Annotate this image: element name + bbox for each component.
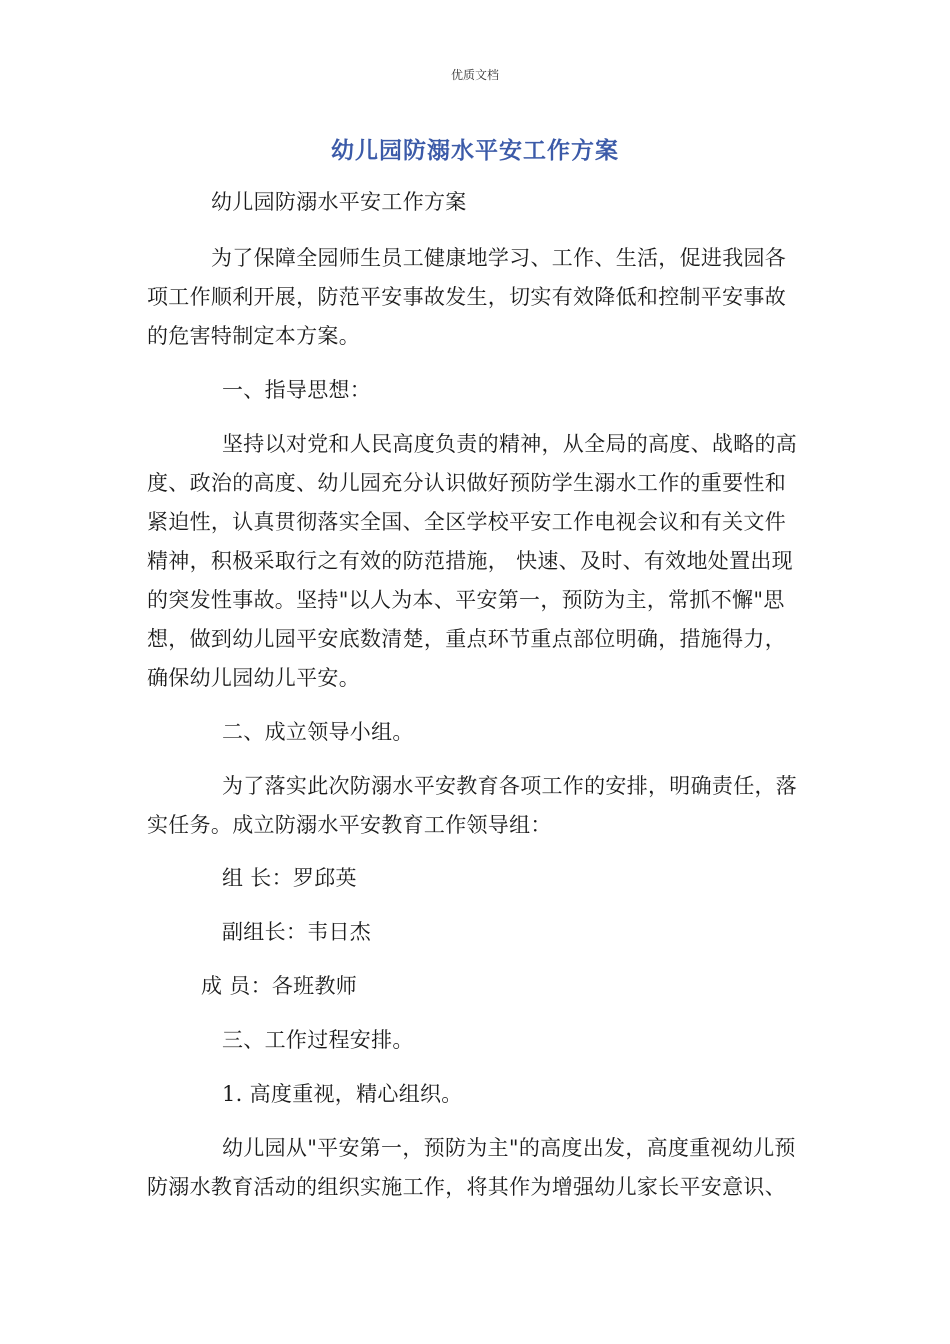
paragraph-line: 为了落实此次防溺水平安教育各项工作的安排，明确责任，落 xyxy=(222,774,798,798)
paragraph-line: 防溺水教育活动的组织实施工作，将其作为增强幼儿家长平安意识、 xyxy=(147,1175,786,1199)
leader-line: 组 长：罗邱英 xyxy=(222,866,357,890)
paragraph-line: 为了保障全园师生员工健康地学习、工作、生活，促进我园各 xyxy=(211,246,787,270)
deputy-leader-line: 副组长：韦日杰 xyxy=(222,920,372,944)
section-heading: 二、成立领导小组。 xyxy=(222,720,414,744)
paragraph-line: 确保幼儿园幼儿平安。 xyxy=(147,666,360,690)
section-heading: 一、指导思想： xyxy=(222,378,372,402)
subsection-heading: 1. 高度重视，精心组织。 xyxy=(222,1082,463,1106)
paragraph-line: 幼儿园从"平安第一，预防为主"的高度出发，高度重视幼儿预 xyxy=(222,1136,796,1160)
paragraph-line: 想，做到幼儿园平安底数清楚，重点环节重点部位明确，措施得力， xyxy=(147,627,786,651)
paragraph-line: 精神，积极采取行之有效的防范措施， 快速、及时、有效地处置出现 xyxy=(147,549,793,573)
paragraph-line: 度、政治的高度、幼儿园充分认识做好预防学生溺水工作的重要性和 xyxy=(147,471,786,495)
paragraph-line: 紧迫性，认真贯彻落实全国、全区学校平安工作电视会议和有关文件 xyxy=(147,510,786,534)
subtitle-line: 幼儿园防溺水平安工作方案 xyxy=(211,190,467,214)
page-header-label: 优质文档 xyxy=(450,68,499,82)
paragraph-line: 实任务。成立防溺水平安教育工作领导组： xyxy=(147,813,552,837)
section-heading: 三、工作过程安排。 xyxy=(222,1028,414,1052)
members-line: 成 员：各班教师 xyxy=(201,974,358,998)
paragraph-line: 的危害特制定本方案。 xyxy=(147,324,360,348)
paragraph-line: 的突发性事故。坚持"以人为本、平安第一，预防为主，常抓不懈"思 xyxy=(147,588,785,612)
paragraph-line: 坚持以对党和人民高度负责的精神，从全局的高度、战略的高 xyxy=(222,432,798,456)
paragraph-line: 项工作顺利开展，防范平安事故发生，切实有效降低和控制平安事故 xyxy=(147,285,786,309)
document-title: 幼儿园防溺水平安工作方案 xyxy=(331,138,619,164)
